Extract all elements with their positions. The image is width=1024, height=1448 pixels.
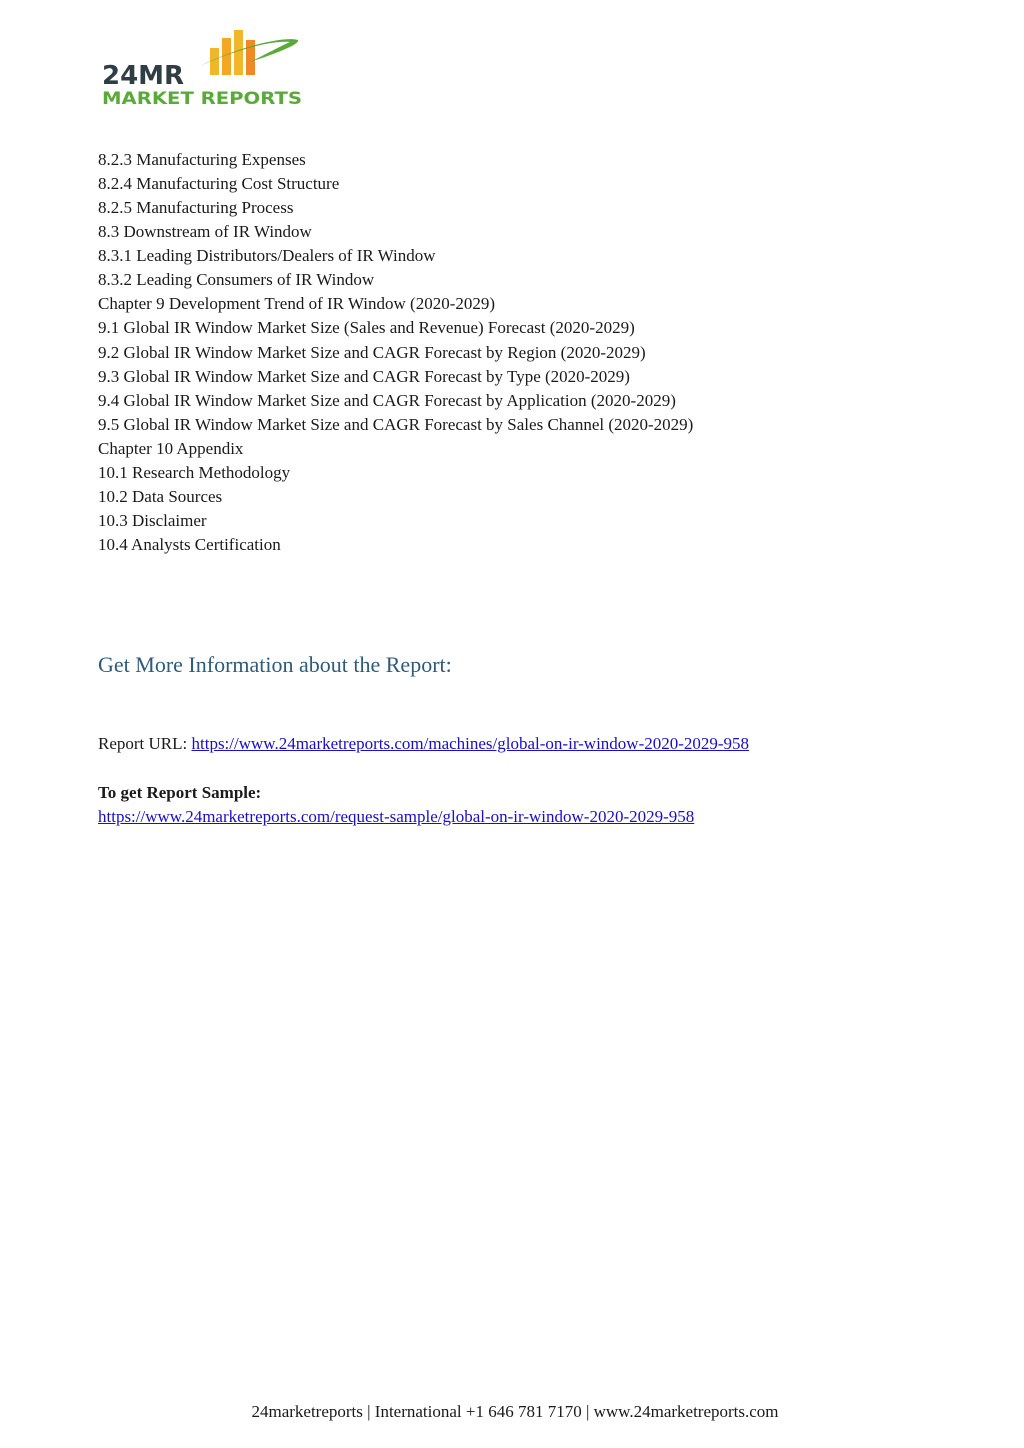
toc-item: 9.3 Global IR Window Market Size and CAGR Forecast by Type (2020-2029) (98, 366, 630, 386)
logo-bar-3 (234, 30, 243, 75)
toc-item: 8.3.2 Leading Consumers of IR Window (98, 270, 375, 290)
toc-item: 9.2 Global IR Window Market Size and CAGR Forecast by Region (2020-2029) (98, 342, 646, 362)
sample-link-line (98, 807, 694, 827)
logo-line1: 24MR (102, 61, 185, 91)
toc-item: 8.2.4 Manufacturing Cost Structure (98, 174, 340, 194)
logo-bar-4 (246, 40, 255, 75)
logo-bar-1 (210, 48, 219, 75)
page-footer: 24marketreports | International +1 646 781 7170 | www.24marketreports.com (251, 1402, 779, 1421)
report-url-line (98, 734, 749, 754)
toc-item: 9.1 Global IR Window Market Size (Sales and Revenue) Forecast (2020-2029) (98, 318, 635, 338)
sample-label: To get Report Sample: (98, 783, 262, 802)
toc-item: 10.1 Research Methodology (98, 462, 291, 482)
sample-url-link[interactable]: https://www.24marketreports.com/request-sample/global-on-ir-window-2020-2029-958 (98, 807, 695, 826)
report-url-link[interactable]: https://www.24marketreports.com/machines/global-on-ir-window-2020-2029-958 (191, 734, 750, 753)
logo-bar-2 (222, 38, 231, 75)
more-info-heading: Get More Information about the Report: (98, 652, 452, 677)
toc-list (98, 148, 693, 557)
toc-item: 10.3 Disclaimer (98, 510, 207, 530)
toc-item: 10.2 Data Sources (98, 486, 223, 506)
report-url-label: Report URL: (98, 734, 188, 753)
logo-graphic (100, 28, 310, 108)
toc-item: 8.3 Downstream of IR Window (98, 222, 312, 242)
toc-item: 10.4 Analysts Certification (98, 535, 281, 554)
toc-item: 9.5 Global IR Window Market Size and CAGR Forecast by Sales Channel (2020-2029) (98, 414, 694, 434)
toc-item: 8.2.5 Manufacturing Process (98, 198, 294, 218)
company-logo (100, 28, 310, 108)
toc-item: 8.2.3 Manufacturing Expenses (98, 150, 306, 169)
toc-item: 8.3.1 Leading Distributors/Dealers of IR Window (98, 246, 436, 266)
logo-line2: MARKET REPORTS (102, 89, 302, 108)
toc-item: 9.4 Global IR Window Market Size and CAGR Forecast by Application (2020-2029) (98, 390, 676, 410)
toc-item: Chapter 9 Development Trend of IR Window (2020-2029) (98, 294, 496, 314)
toc-item: Chapter 10 Appendix (98, 438, 244, 458)
